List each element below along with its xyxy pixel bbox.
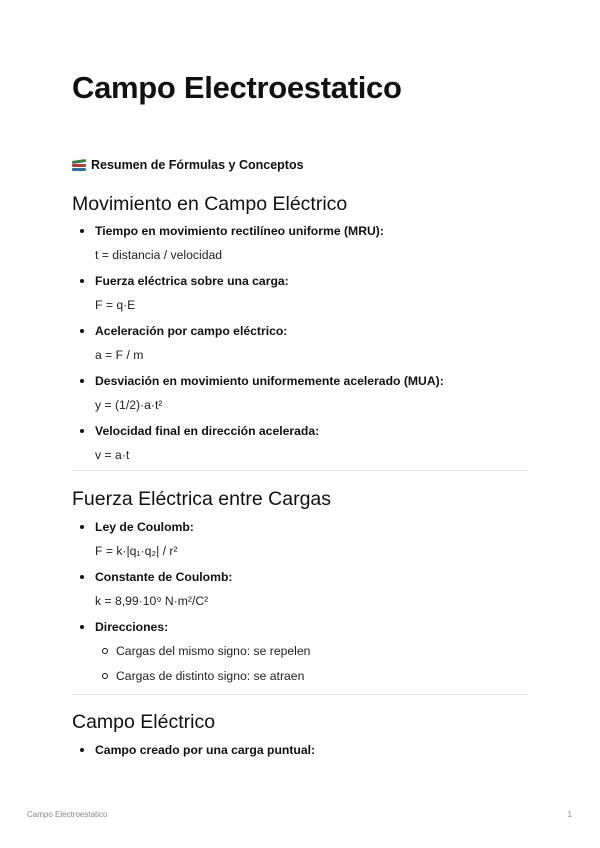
list-item [72, 222, 528, 272]
section-list-fuerza [72, 518, 528, 692]
list-item [72, 518, 528, 568]
list-item [72, 741, 528, 759]
item-formula: v = a·t [95, 448, 130, 462]
footer-document-title: Campo Electroestatico [27, 810, 108, 819]
section-divider [72, 470, 528, 471]
list-item [72, 322, 528, 372]
list-item [72, 422, 528, 472]
section-heading-fuerza: Fuerza Eléctrica entre Cargas [72, 488, 332, 510]
section-heading-movimiento: Movimiento en Campo Eléctrico [72, 193, 348, 215]
summary-heading [72, 158, 304, 172]
books-icon [72, 159, 86, 172]
list-item [72, 618, 528, 692]
item-title: Ley de Coulomb: [95, 520, 194, 534]
item-title: Campo creado por una carga puntual: [95, 743, 316, 757]
item-formula: t = distancia / velocidad [95, 248, 223, 262]
section-list-movimiento [72, 222, 528, 472]
sub-list [95, 636, 528, 692]
item-title: Direcciones: [95, 620, 169, 634]
list-item [72, 372, 528, 422]
item-title: Fuerza eléctrica sobre una carga: [95, 274, 289, 288]
section-list-campo [72, 741, 528, 759]
section-heading-campo: Campo Eléctrico [72, 711, 216, 733]
list-item [72, 568, 528, 618]
item-formula: F = k·|q₁·q₂| / r² [95, 544, 178, 558]
summary-heading-text: Resumen de Fórmulas y Conceptos [91, 158, 304, 172]
item-title: Velocidad final en dirección acelerada: [95, 424, 320, 438]
item-title: Aceleración por campo eléctrico: [95, 324, 288, 338]
item-formula: F = q·E [95, 298, 136, 312]
item-formula: a = F / m [95, 348, 144, 362]
item-title: Constante de Coulomb: [95, 570, 233, 584]
item-title: Tiempo en movimiento rectilíneo uniforme (MRU): [95, 224, 384, 238]
page-title: Campo Electroestatico [72, 70, 402, 105]
sub-list-item: Cargas del mismo signo: se repelen [95, 642, 528, 667]
item-title: Desviación en movimiento uniformemente acelerado (MUA): [95, 374, 444, 388]
sub-list-item: Cargas de distinto signo: se atraen [95, 667, 528, 692]
section-divider [72, 694, 528, 695]
item-formula: y = (1/2)·a·t² [95, 398, 163, 412]
footer-page-number: 1 [567, 810, 572, 819]
list-item [72, 272, 528, 322]
item-formula: k = 8,99·10⁹ N·m²/C² [95, 594, 209, 608]
